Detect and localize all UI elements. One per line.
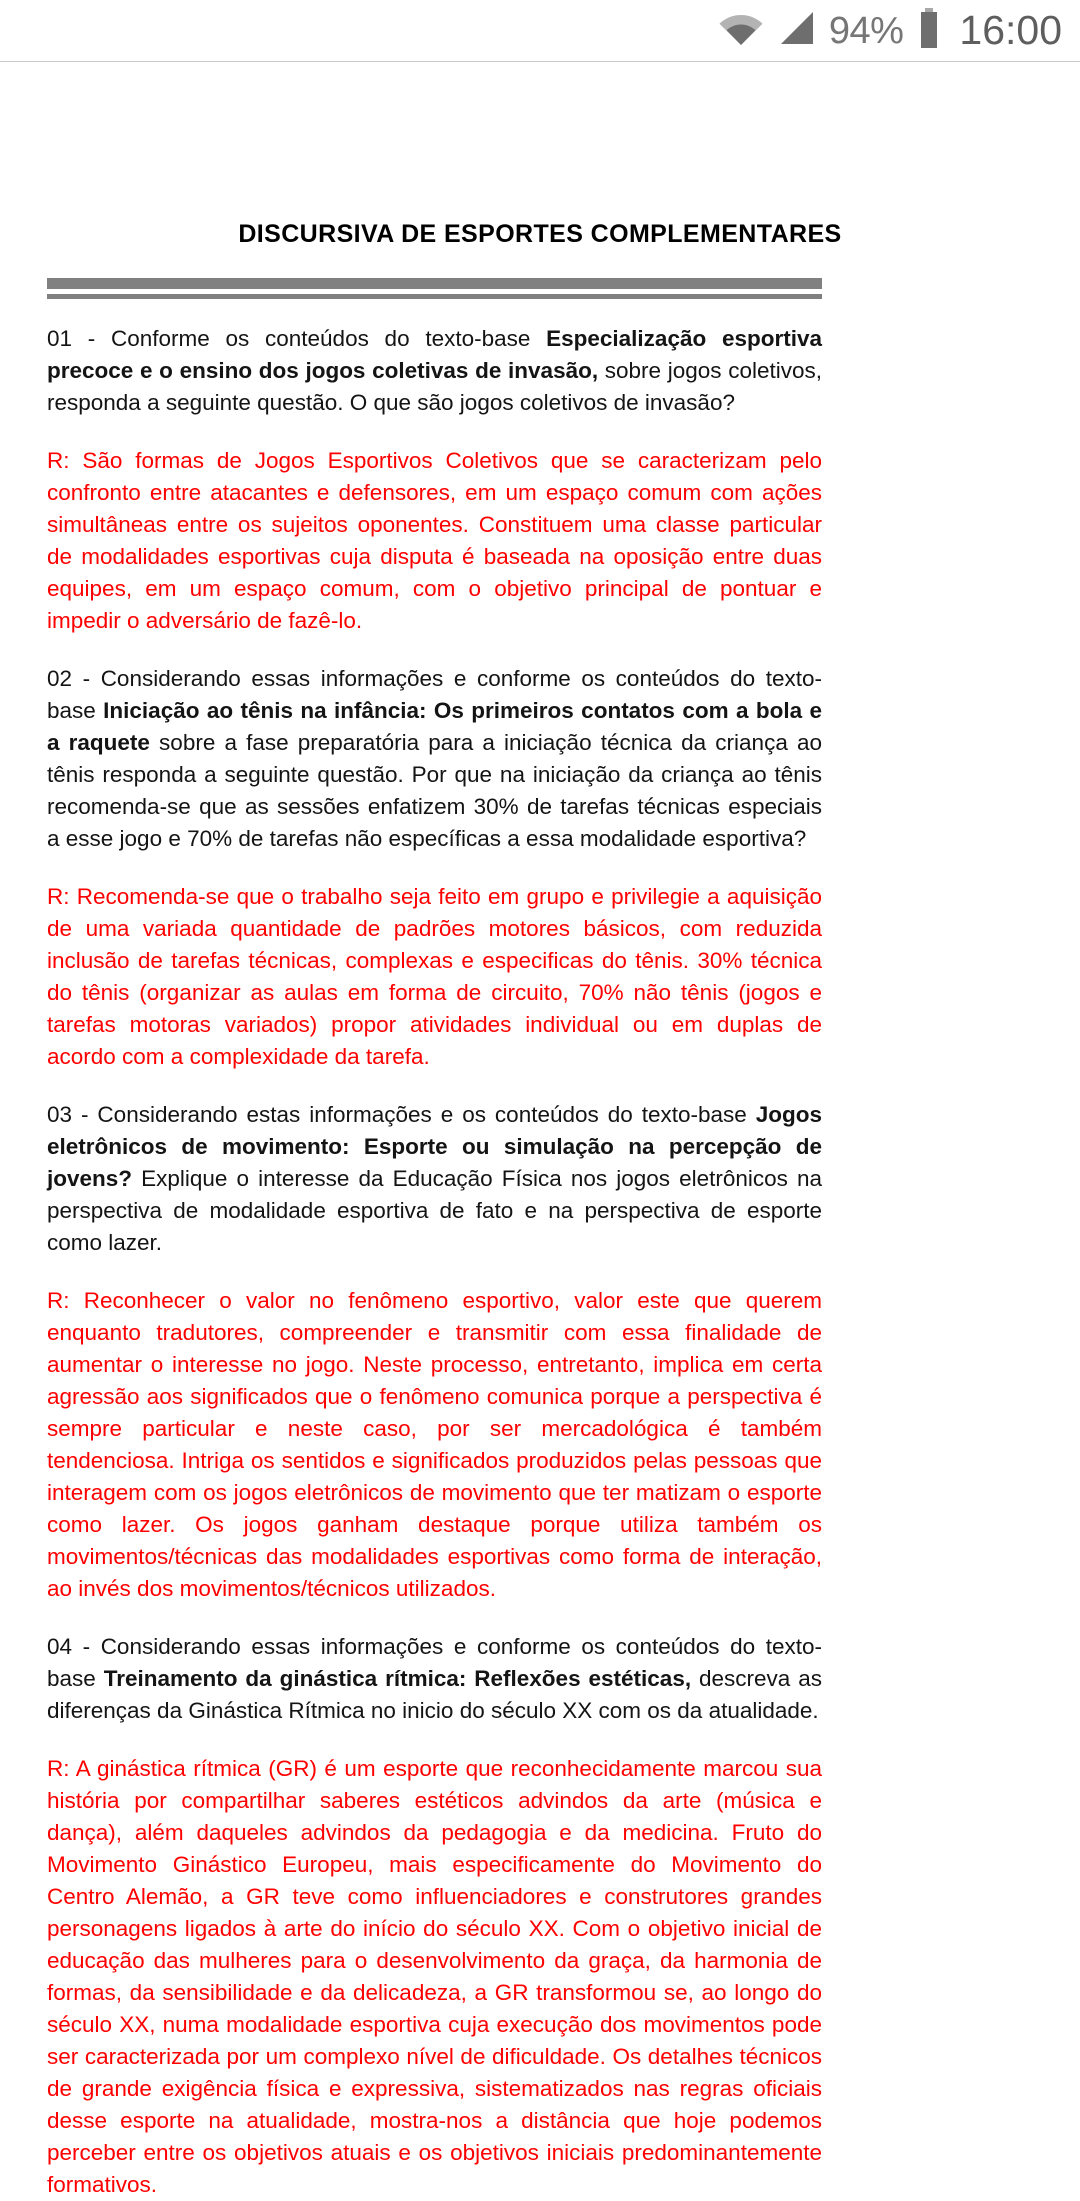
status-icon-cluster (719, 8, 1062, 53)
answer-paragraph: R: São formas de Jogos Esportivos Coletivos que se caracterizam pelo confronto entre atacantes e defensores, em um espaço comum com ações simultâneas entre os sujeitos oponentes. Constituem uma classe particular de modalidades esportivas cuja disputa é baseada na oposição entre duas equipes, em um espaço comum, com o objetivo principal de pontuar e impedir o adversário de fazê-lo. (47, 448, 822, 633)
page-title: DISCURSIVA DE ESPORTES COMPLEMENTARES (238, 220, 842, 248)
question-paragraph: 01 - Conforme os conteúdos do texto-base Especialização esportiva precoce e o ensino dos jogos coletivas de invasão, sobre jogos coletivos, responda a seguinte questão. O que são jogos coletivos de invasão? (47, 326, 822, 415)
document-body (47, 323, 822, 2201)
answer-paragraph: R: Recomenda-se que o trabalho seja feito em grupo e privilegie a aquisição de uma variada quantidade de padrões motores básicos, com reduzida inclusão de tarefas técnicas, complexas e especificas do tênis. 30% técnica do tênis (organizar as aulas em forma de circuito, 70% não tênis (jogos e tarefas motoras variados) propor atividades individual ou em duplas de acordo com a complexidade da tarefa. (47, 884, 822, 1069)
document-page (0, 62, 1080, 2201)
answer-paragraph: R: A ginástica rítmica (GR) é um esporte que reconhecidamente marcou sua história por compartilhar saberes estéticos advindos da arte (música e dança), além daqueles advindos da pedagogia e da medicina. Fruto do Movimento Ginástico Europeu, mais especificamente do Movimento do Centro Alemão, a GR teve como influenciadores e construtores grandes personagens ligados à arte do início do século XX. Com o objetivo inicial de educação das mulheres para o desenvolvimento da graça, da harmonia de formas, da sensibilidade e da delicadeza, a GR transformou se, ao longo do século XX, numa modalidade esportiva cuja execução dos movimentos pode ser caracterizada por um complexo nível de dificuldade. Os detalhes técnicos de grande exigência física e expressiva, sistematizados nas regras oficiais desse esporte na atualidade, mostra-nos a distância que hoje podemos perceber entre os objetivos atuais e os objetivos iniciais predominantemente formativos. (47, 1756, 822, 2197)
clock-label: 16:00 (959, 7, 1062, 53)
question-paragraph: 02 - Considerando essas informações e conforme os conteúdos do texto-base Iniciação ao tênis na infância: Os primeiros contatos com a bola e a raquete sobre a fase preparatória para a iniciação técnica da criança ao tênis responda a seguinte questão. Por que na iniciação da criança ao tênis recomenda-se que as sessões enfatizem 30% de tarefas técnicas especiais a esse jogo e 70% de tarefas não específicas a essa modalidade esportiva? (47, 666, 822, 851)
battery-icon (917, 8, 941, 53)
question-paragraph: 03 - Considerando estas informações e os conteúdos do texto-base Jogos eletrônicos de movimento: Esporte ou simulação na percepção de jovens? Explique o interesse da Educação Física nos jogos eletrônicos na perspectiva de modalidade esportiva de fato e na perspectiva de esporte como lazer. (47, 1102, 822, 1255)
divider-rule-thick (47, 278, 822, 289)
wifi-icon (719, 11, 763, 50)
title-divider (47, 278, 822, 299)
answer-paragraph: R: Reconhecer o valor no fenômeno esportivo, valor este que querem enquanto tradutores, compreender e transmitir com essa finalidade de aumentar o interesse no jogo. Neste processo, entretanto, implica em certa agressão aos significados que o fenômeno comunica porque a perspectiva é sempre particular e neste caso, por ser mercadológica é também tendenciosa. Intriga os sentidos e significados produzidos pelas pessoas que interagem com os jogos eletrônicos de movimento que ter matizam o esporte como lazer. Os jogos ganham destaque porque utiliza também os movimentos/técnicas das modalidades esportivas como forma de interação, ao invés dos movimentos/técnicos utilizados. (47, 1288, 822, 1601)
cell-signal-icon (777, 11, 815, 50)
divider-rule-thin (47, 294, 822, 299)
battery-percent-label: 94% (828, 9, 904, 52)
status-bar (0, 0, 1080, 62)
question-paragraph: 04 - Considerando essas informações e conforme os conteúdos do texto-base Treinamento da ginástica rítmica: Reflexões estéticas, descreva as diferenças da Ginástica Rítmica no inicio do século XX com os da atualidade. (47, 1634, 822, 1723)
